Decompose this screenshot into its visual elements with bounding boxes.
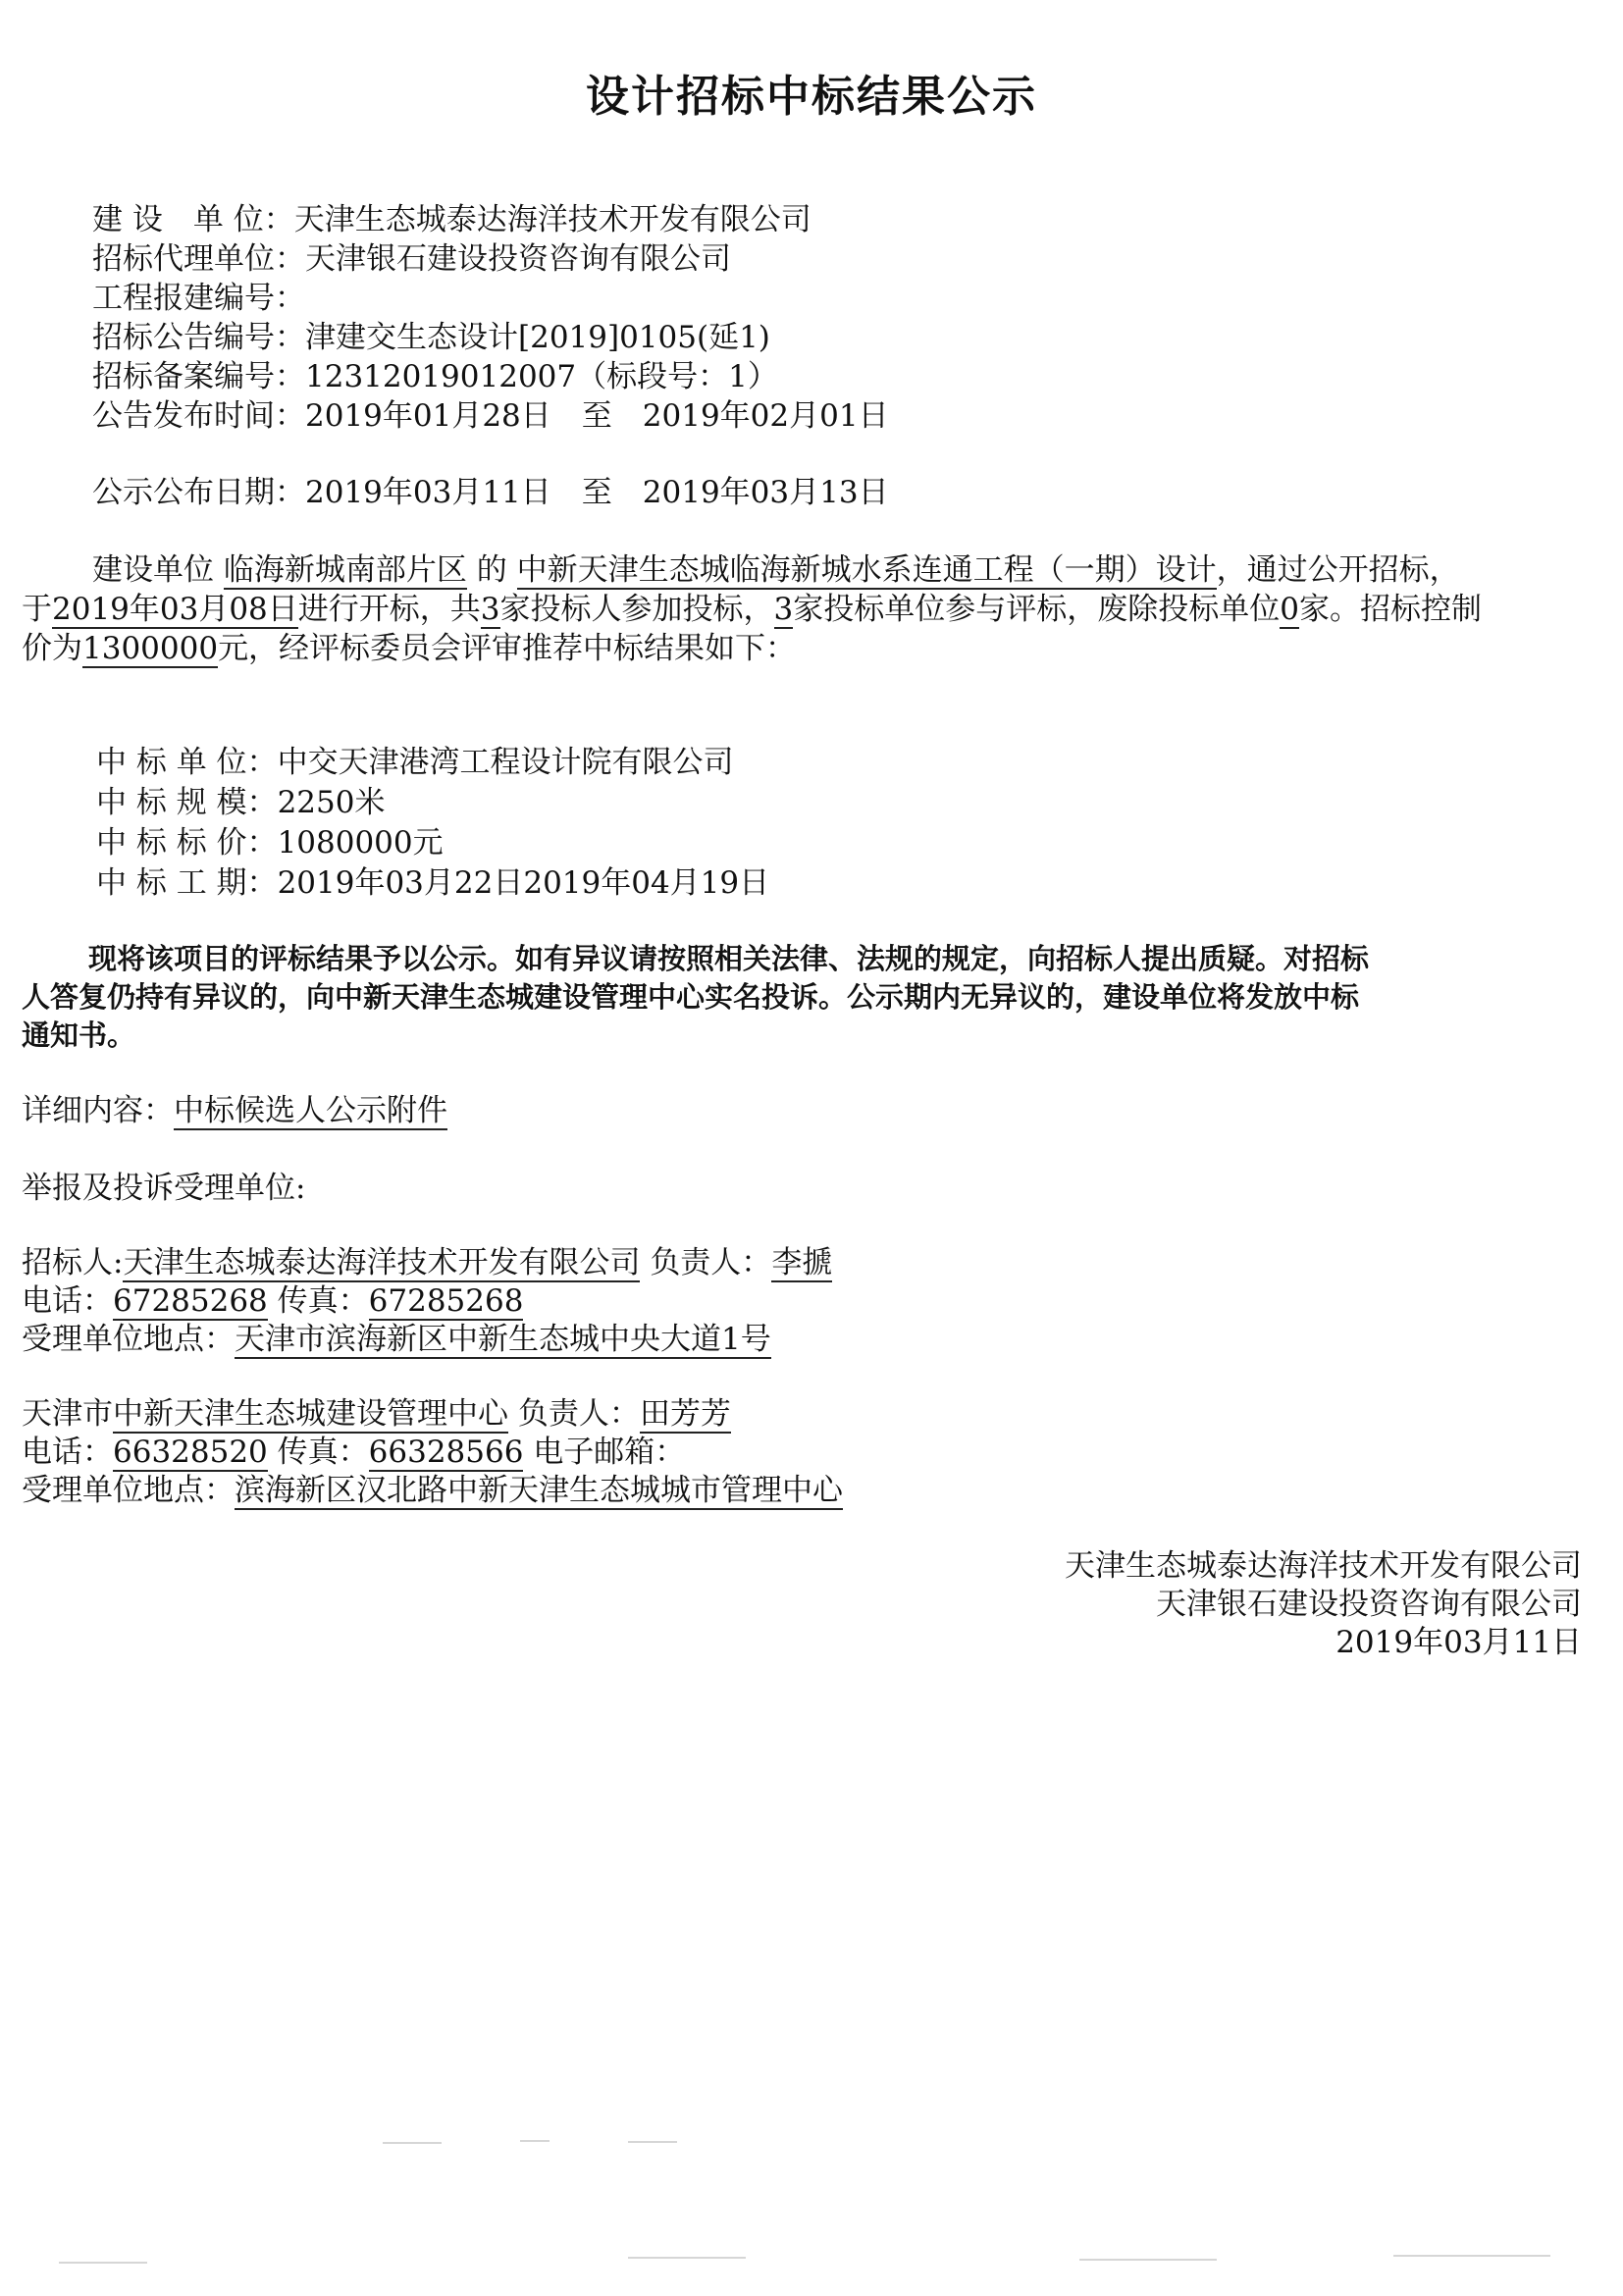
intro-text: ，通过公开招标， (1216, 552, 1460, 588)
project-no-row (92, 280, 305, 317)
intro-text: 于 (22, 592, 52, 627)
notice-line-1: 现将该项目的评标结果予以公示。如有异议请按照相关法律、法规的规定，向招标人提出质疑。对招标 (88, 942, 1370, 975)
publish-time-value: 2019年01月28日 至 2019年02月01日 (305, 398, 889, 434)
period-row (96, 864, 769, 902)
page-title: 设计招标中标结果公示 (586, 72, 1037, 122)
scale-row (96, 784, 385, 821)
authority-phone-label: 电话： (22, 1435, 113, 1470)
scan-artifact (59, 2262, 147, 2264)
winner-label: 中 标 单 位： (96, 745, 278, 780)
period-label: 中 标 工 期： (96, 865, 278, 901)
publish-time-label: 公告发布时间： (92, 398, 305, 434)
details-row (22, 1092, 447, 1129)
attachment-link[interactable]: 中标候选人公示附件 (174, 1093, 447, 1128)
intro-text: 价为 (22, 631, 82, 666)
price-label: 中 标 标 价： (96, 825, 278, 861)
scale-value: 2250米 (277, 785, 386, 820)
intro-text: 家。招标控制 (1299, 592, 1482, 627)
control-price: 1300000 (82, 631, 219, 666)
build-unit-label: 建 设 单 位： (92, 202, 294, 237)
notice-no-value: 津建交生态设计[2019]0105(延1) (305, 320, 770, 355)
scan-artifact (628, 2257, 746, 2259)
tenderer-fax-label: 传真： (277, 1283, 369, 1319)
signature-org-2: 天津银石建设投资咨询有限公司 (1156, 1587, 1582, 1622)
authority-addr-row (22, 1472, 843, 1509)
record-no-label: 招标备案编号： (92, 359, 305, 394)
announce-date-row (92, 474, 889, 511)
authority-email-label: 电子邮箱： (533, 1435, 686, 1470)
intro-line-2 (22, 591, 1482, 628)
winner-row (96, 744, 734, 781)
authority-person-label: 负责人： (517, 1396, 640, 1432)
tenderer-contact-row (22, 1282, 523, 1320)
scan-artifact (383, 2142, 442, 2144)
price-row (96, 824, 444, 861)
tenderer-addr-row (22, 1321, 771, 1358)
tenderer-addr: 天津市滨海新区中新生态城中央大道1号 (235, 1322, 771, 1357)
authority-contact-row (22, 1434, 685, 1471)
intro-text: 建设单位 (92, 552, 214, 588)
complaint-title: 举报及投诉受理单位: (22, 1171, 306, 1206)
winner-value: 中交天津港湾工程设计院有限公司 (277, 745, 734, 780)
tenderer-addr-label: 受理单位地点： (22, 1322, 235, 1357)
announce-date-value: 2019年03月11日 至 2019年03月13日 (305, 475, 889, 510)
authority-fax-label: 传真： (277, 1435, 369, 1470)
project-name: 中新天津生态城临海新城水系连通工程（一期）设计 (516, 552, 1217, 588)
agency-label: 招标代理单位： (92, 241, 305, 277)
signature-org-1: 天津生态城泰达海洋技术开发有限公司 (1065, 1548, 1582, 1584)
bidder-count: 3 (480, 592, 500, 627)
tenderer-fax: 67285268 (368, 1283, 524, 1319)
intro-text: 家投标单位参与评标，废除投标单位 (793, 592, 1281, 627)
district-name: 临海新城南部片区 (223, 552, 467, 588)
authority-name: 中新天津生态城建设管理中心 (113, 1396, 508, 1432)
notice-line-2: 人答复仍持有异议的，向中新天津生态城建设管理中心实名投诉。公示期内无异议的，建设单位将发放中标 (22, 980, 1360, 1014)
tenderer-phone-label: 电话： (22, 1283, 113, 1319)
intro-text: 家投标人参加投标， (499, 592, 774, 627)
build-unit-row (92, 201, 812, 238)
tenderer-row (22, 1244, 832, 1281)
publish-time-row (92, 397, 889, 435)
authority-fax: 66328566 (368, 1435, 524, 1470)
notice-line-3: 通知书。 (22, 1018, 136, 1052)
intro-text: 的 (476, 552, 507, 588)
announce-date-label: 公示公布日期： (92, 475, 305, 510)
authority-phone: 66328520 (113, 1435, 268, 1470)
authority-row (22, 1395, 731, 1433)
record-no-value: 12312019012007（标段号：1） (305, 359, 778, 394)
scale-label: 中 标 规 模： (96, 785, 278, 820)
agency-row (92, 240, 731, 278)
scan-artifact (520, 2140, 550, 2142)
evaluated-count: 3 (773, 592, 794, 627)
intro-text: 进行开标，共 (297, 592, 481, 627)
scan-artifact (1393, 2255, 1550, 2257)
agency-value: 天津银石建设投资咨询有限公司 (305, 241, 731, 277)
authority-prefix: 天津市 (22, 1396, 113, 1432)
record-no-row (92, 358, 778, 395)
intro-line-3 (22, 630, 796, 667)
authority-addr-label: 受理单位地点： (22, 1473, 235, 1508)
scan-artifact (1079, 2259, 1217, 2261)
intro-line-1 (92, 551, 1460, 589)
tenderer-name: 天津生态城泰达海洋技术开发有限公司 (123, 1245, 641, 1280)
authority-addr: 滨海新区汉北路中新天津生态城城市管理中心 (235, 1473, 843, 1508)
tenderer-phone: 67285268 (113, 1283, 268, 1319)
tenderer-person-label: 负责人： (650, 1245, 772, 1280)
notice-no-label: 招标公告编号： (92, 320, 305, 355)
intro-text: 元，经评标委员会评审推荐中标结果如下： (218, 631, 797, 666)
project-no-label: 工程报建编号： (92, 281, 305, 316)
scan-artifact (628, 2141, 677, 2143)
period-value: 2019年03月22日2019年04月19日 (277, 865, 770, 901)
build-unit-value: 天津生态城泰达海洋技术开发有限公司 (293, 202, 812, 237)
tenderer-label: 招标人: (22, 1245, 124, 1280)
signature-date: 2019年03月11日 (1335, 1625, 1582, 1660)
notice-no-row (92, 319, 770, 356)
rejected-count: 0 (1280, 592, 1299, 627)
tenderer-person: 李搋 (771, 1245, 833, 1280)
details-label: 详细内容： (22, 1093, 174, 1128)
authority-person: 田芳芳 (639, 1396, 731, 1432)
open-date: 2019年03月08日 (52, 592, 298, 627)
price-value: 1080000元 (277, 825, 444, 861)
